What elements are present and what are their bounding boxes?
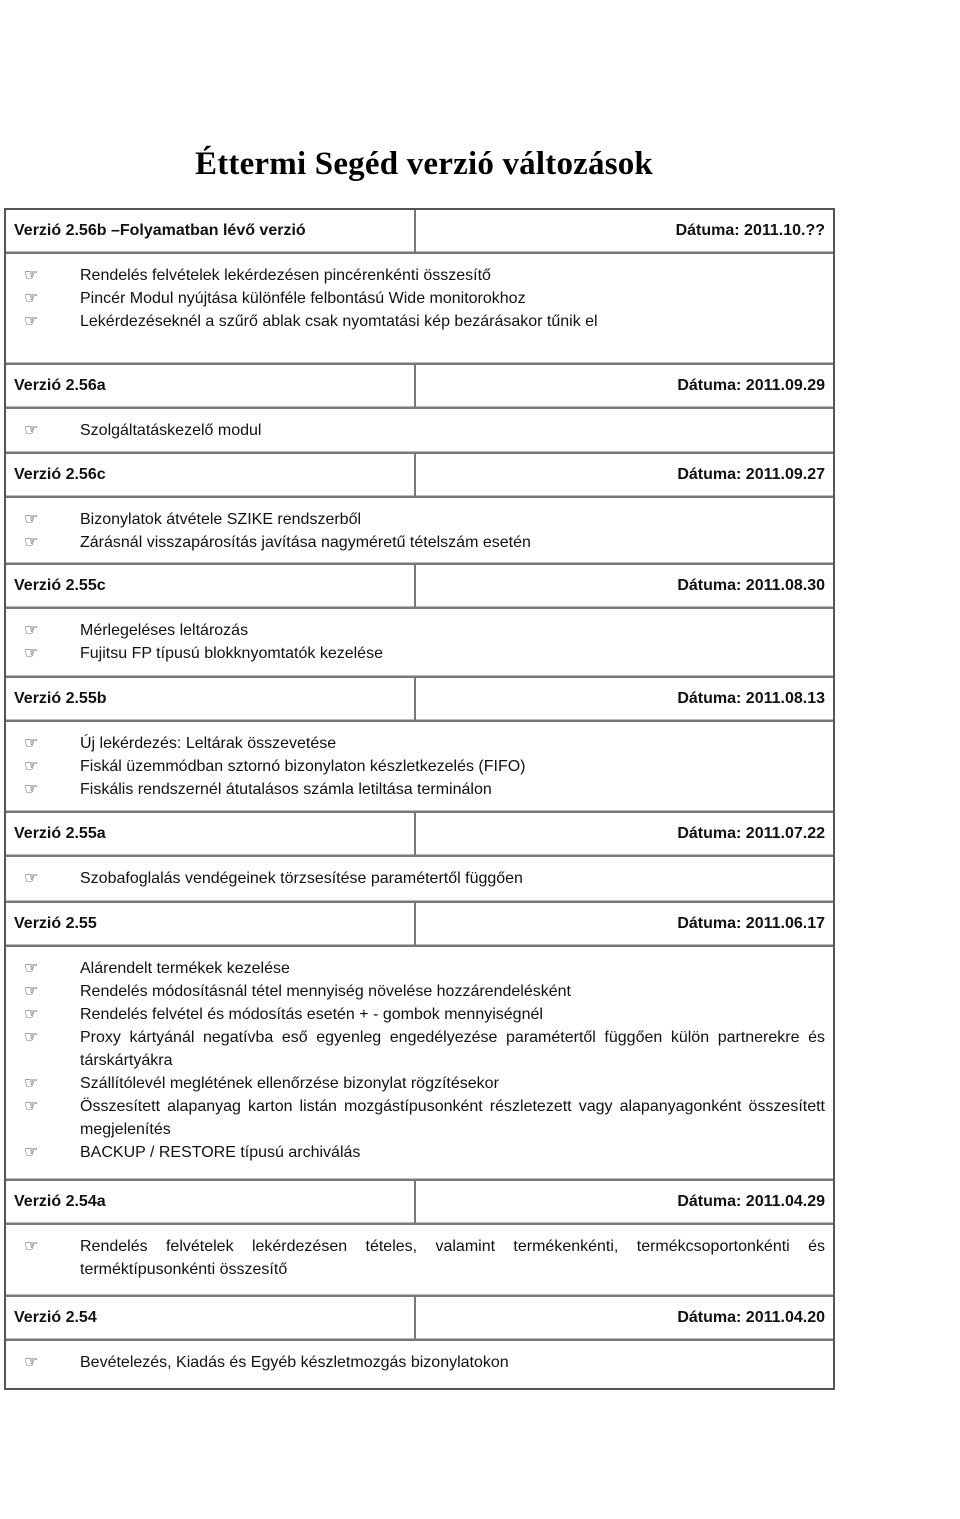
version-label: Verzió 2.55	[6, 903, 416, 945]
version-label: Verzió 2.56a	[6, 365, 416, 407]
version-label: Verzió 2.54a	[6, 1181, 416, 1223]
version-date: Dátuma: 2011.06.17	[677, 915, 825, 932]
version-header	[6, 1181, 833, 1225]
change-text: Szolgáltatáskezelő modul	[80, 422, 262, 439]
pointing-hand-icon: ☞	[24, 735, 39, 752]
version-changes	[6, 498, 833, 565]
version-header	[6, 454, 833, 498]
pointing-hand-icon: ☞	[24, 1029, 39, 1046]
list-item	[20, 732, 825, 755]
pointing-hand-icon: ☞	[24, 534, 39, 551]
list-item	[20, 1235, 825, 1281]
version-label: Verzió 2.55a	[6, 813, 416, 855]
pointing-hand-icon: ☞	[24, 1075, 39, 1092]
version-date: Dátuma: 2011.04.29	[677, 1193, 825, 1210]
change-text: Alárendelt termékek kezelése	[80, 960, 290, 977]
pointing-hand-icon: ☞	[24, 645, 39, 662]
change-text: Szállítólevél meglétének ellenőrzése bizonylat rögzítésekor	[80, 1075, 499, 1092]
version-label: Verzió 2.56b –Folyamatban lévő verzió	[6, 210, 416, 252]
change-text: Lekérdezéseknél a szűrő ablak csak nyomtatási kép bezárásakor tűnik el	[80, 313, 598, 330]
version-changes	[6, 609, 833, 678]
pointing-hand-icon: ☞	[24, 1006, 39, 1023]
pointing-hand-icon: ☞	[24, 622, 39, 639]
list-item	[20, 980, 825, 1003]
version-header	[6, 813, 833, 857]
version-date: Dátuma: 2011.08.30	[677, 577, 825, 594]
change-text: Pincér Modul nyújtása különféle felbontású Wide monitorokhoz	[80, 290, 526, 307]
list-item	[20, 531, 825, 554]
pointing-hand-icon: ☞	[24, 1238, 39, 1255]
version-header	[6, 1297, 833, 1341]
list-item	[20, 957, 825, 980]
list-item	[20, 508, 825, 531]
pointing-hand-icon: ☞	[24, 870, 39, 887]
change-text: Fiskál üzemmódban sztornó bizonylaton készletkezelés (FIFO)	[80, 758, 526, 775]
version-label: Verzió 2.54	[6, 1297, 416, 1339]
change-text: Új lekérdezés: Leltárak összevetése	[80, 735, 337, 752]
version-date: Dátuma: 2011.10.??	[675, 222, 825, 239]
version-label: Verzió 2.56c	[6, 454, 416, 496]
list-item	[20, 1141, 825, 1164]
change-text: Fiskális rendszernél átutalásos számla letiltása terminálon	[80, 781, 492, 798]
pointing-hand-icon: ☞	[24, 422, 39, 439]
list-item	[20, 310, 825, 333]
list-item	[20, 419, 825, 442]
change-text: Mérlegeléses leltározás	[80, 622, 249, 639]
pointing-hand-icon: ☞	[24, 1098, 39, 1115]
pointing-hand-icon: ☞	[24, 267, 39, 284]
version-changes	[6, 254, 833, 365]
list-item	[20, 264, 825, 287]
version-changes	[6, 857, 833, 903]
list-item	[20, 1351, 825, 1374]
list-item	[20, 642, 825, 665]
list-item	[20, 867, 825, 890]
change-text: Összesített alapanyag karton listán mozgástípusonként részletezett vagy alapanyagonként összesített megjelenítés	[80, 1098, 825, 1138]
change-text: Rendelés módosításnál tétel mennyiség növelése hozzárendelésként	[80, 983, 571, 1000]
version-header	[6, 903, 833, 947]
list-item	[20, 1026, 825, 1072]
pointing-hand-icon: ☞	[24, 781, 39, 798]
change-text: Szobafoglalás vendégeinek törzsesítése paramétertől függően	[80, 870, 523, 887]
change-text: Rendelés felvételek lekérdezésen pincérenkénti összesítő	[80, 267, 491, 284]
change-text: Rendelés felvételek lekérdezésen tételes, valamint termékenkénti, termékcsoportonkénti és terméktípusonkénti összesítő	[80, 1238, 825, 1278]
version-changes	[6, 722, 833, 813]
list-item	[20, 1095, 825, 1141]
version-changes	[6, 947, 833, 1181]
list-item	[20, 755, 825, 778]
pointing-hand-icon: ☞	[24, 511, 39, 528]
change-text: Rendelés felvétel és módosítás esetén + - gombok mennyiségnél	[80, 1006, 543, 1023]
pointing-hand-icon: ☞	[24, 758, 39, 775]
change-text: Proxy kártyánál negatívba eső egyenleg engedélyezése paramétertől függően külön partnerekre és társkártyákra	[80, 1029, 825, 1069]
version-date: Dátuma: 2011.04.20	[677, 1309, 825, 1326]
pointing-hand-icon: ☞	[24, 1354, 39, 1371]
version-date: Dátuma: 2011.09.27	[677, 466, 825, 483]
version-changes	[6, 1225, 833, 1297]
version-changes	[6, 409, 833, 454]
change-text: Fujitsu FP típusú blokknyomtatók kezelése	[80, 645, 383, 662]
pointing-hand-icon: ☞	[24, 313, 39, 330]
document-title: Éttermi Segéd verzió változások	[194, 146, 653, 182]
pointing-hand-icon: ☞	[24, 983, 39, 1000]
version-date: Dátuma: 2011.08.13	[677, 690, 825, 707]
change-text: Bevételezés, Kiadás és Egyéb készletmozgás bizonylatokon	[80, 1354, 509, 1371]
version-date: Dátuma: 2011.07.22	[677, 825, 825, 842]
version-header	[6, 210, 833, 254]
pointing-hand-icon: ☞	[24, 290, 39, 307]
pointing-hand-icon: ☞	[24, 960, 39, 977]
version-header	[6, 365, 833, 409]
list-item	[20, 287, 825, 310]
change-text: Zárásnál visszapárosítás javítása nagyméretű tételszám esetén	[80, 534, 531, 551]
change-text: BACKUP / RESTORE típusú archiválás	[80, 1144, 361, 1161]
version-header	[6, 678, 833, 722]
list-item	[20, 1003, 825, 1026]
list-item	[20, 619, 825, 642]
version-label: Verzió 2.55b	[6, 678, 416, 720]
version-header	[6, 565, 833, 609]
list-item	[20, 778, 825, 801]
changelog-table	[4, 208, 835, 1390]
list-item	[20, 1072, 825, 1095]
change-text: Bizonylatok átvétele SZIKE rendszerből	[80, 511, 362, 528]
version-date: Dátuma: 2011.09.29	[677, 377, 825, 394]
version-changes	[6, 1341, 833, 1388]
version-label: Verzió 2.55c	[6, 565, 416, 607]
pointing-hand-icon: ☞	[24, 1144, 39, 1161]
